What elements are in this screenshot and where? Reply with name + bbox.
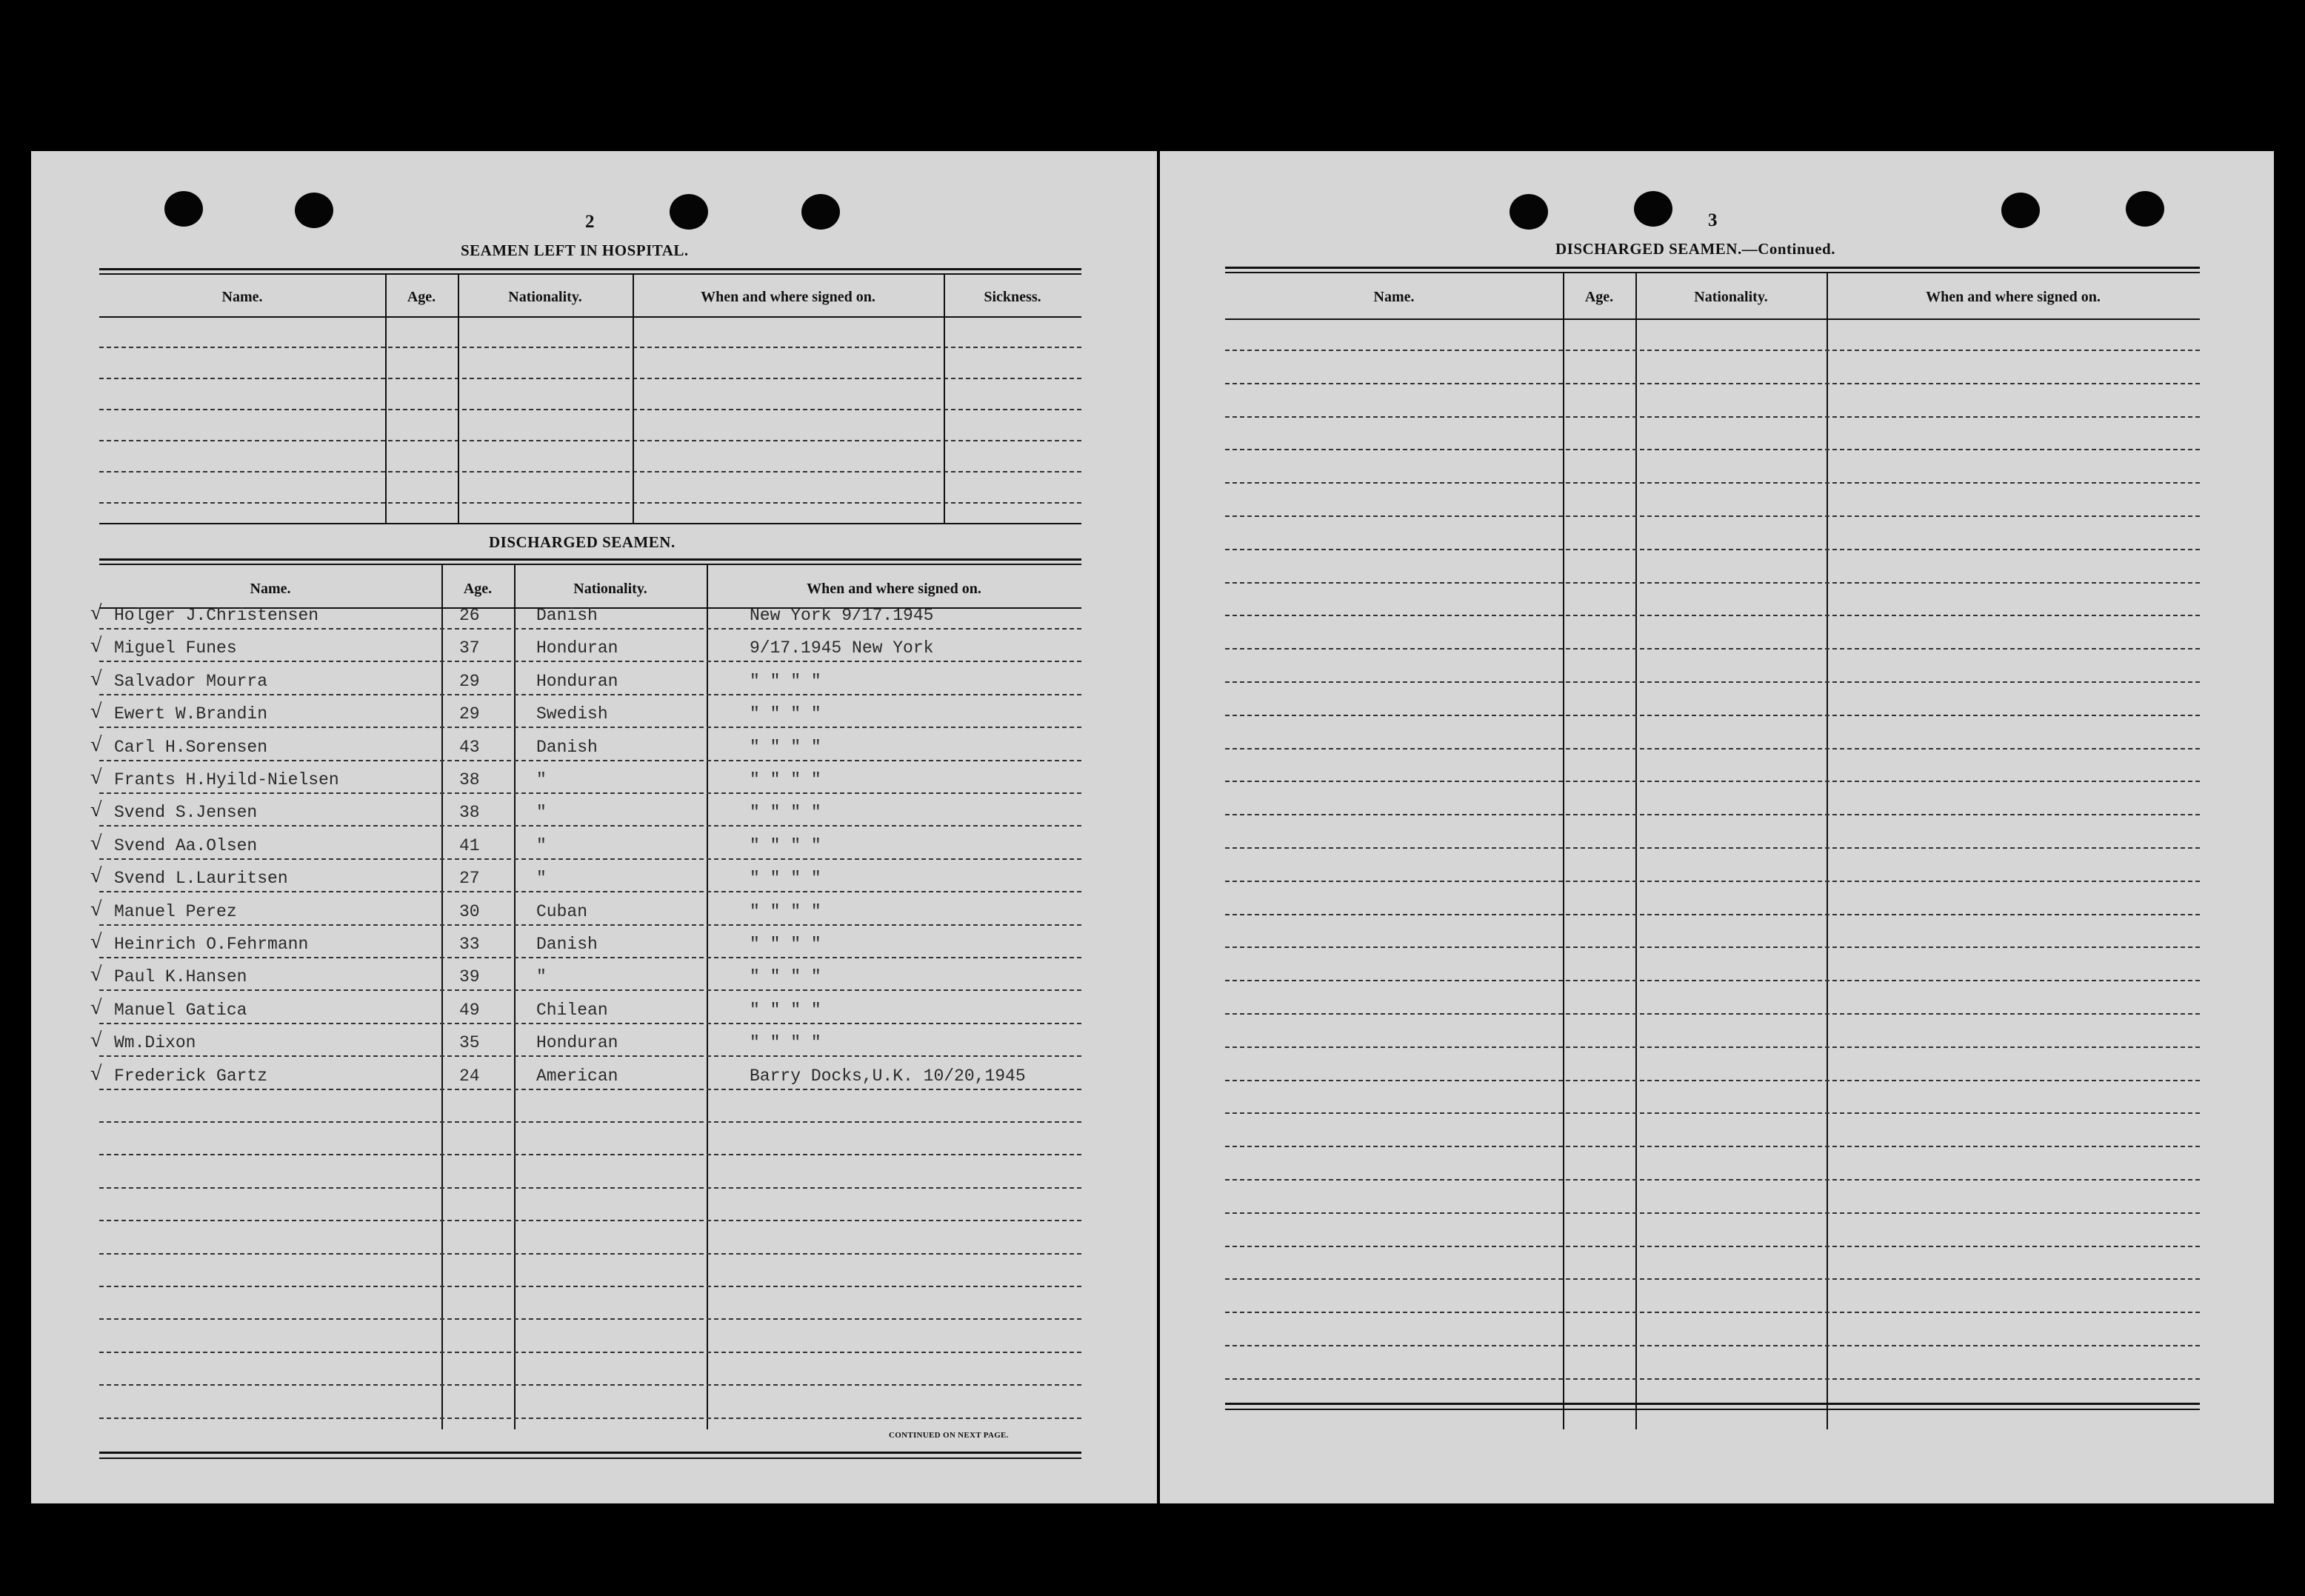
table-bottom-rule <box>1225 1403 2200 1405</box>
seaman-age: 33 <box>459 935 480 954</box>
table-row <box>90 930 1081 958</box>
table-row <box>90 1061 1081 1090</box>
seaman-age: 35 <box>459 1033 480 1053</box>
row-rule <box>1225 383 2200 384</box>
row-rule <box>1225 615 2200 616</box>
row-rule <box>1225 1212 2200 1214</box>
row-rule <box>1225 946 2200 948</box>
punch-hole <box>670 194 708 230</box>
seaman-nationality: " <box>536 803 547 823</box>
punch-hole <box>801 194 840 230</box>
left-page <box>31 151 1157 1503</box>
discharged-continued-table <box>1225 267 2200 1429</box>
seaman-name: Miguel Funes <box>114 638 237 658</box>
row-rule <box>1225 1080 2200 1081</box>
row-rule <box>99 1384 1081 1386</box>
row-rule <box>1225 681 2200 683</box>
seaman-name: Paul K.Hansen <box>114 967 247 987</box>
row-rule <box>1225 1146 2200 1147</box>
punch-hole <box>164 191 203 227</box>
seaman-name: Holger J.Christensen <box>114 606 319 625</box>
row-rule <box>1225 847 2200 849</box>
col-header-signed-on: When and where signed on. <box>807 581 981 597</box>
seaman-age: 49 <box>459 1000 480 1020</box>
check-mark: √ <box>90 1029 102 1052</box>
row-rule <box>1225 582 2200 584</box>
right-page <box>1160 151 2274 1503</box>
seaman-nationality: Cuban <box>536 901 588 921</box>
check-mark: √ <box>90 930 102 953</box>
row-rule <box>1225 482 2200 484</box>
seaman-signed-on: " " " " <box>750 671 821 691</box>
seaman-name: Svend S.Jensen <box>114 803 258 823</box>
table-row <box>90 798 1081 827</box>
row-rule <box>99 1220 1081 1221</box>
seaman-nationality: " <box>536 835 547 855</box>
discharged-continued-title: DISCHARGED SEAMEN.—Continued. <box>1555 240 1835 258</box>
seaman-age: 37 <box>459 638 480 658</box>
seaman-signed-on: 9/17.1945 New York <box>750 638 934 658</box>
seaman-name: Frederick Gartz <box>114 1066 268 1086</box>
table-row <box>90 766 1081 794</box>
seaman-age: 41 <box>459 835 480 855</box>
seaman-signed-on: " " " " <box>750 935 821 954</box>
discharged-title: DISCHARGED SEAMEN. <box>489 533 676 551</box>
table-row <box>90 995 1081 1024</box>
seaman-signed-on: " " " " <box>750 869 821 889</box>
seaman-age: 43 <box>459 737 480 757</box>
table-row <box>90 601 1081 630</box>
check-mark: √ <box>90 831 102 855</box>
seaman-signed-on: Barry Docks,U.K. 10/20,1945 <box>750 1066 1026 1086</box>
table-bottom-rule <box>1225 1409 2200 1410</box>
col-header-age: Age. <box>1584 289 1614 305</box>
col-header-name: Name. <box>221 289 263 305</box>
seaman-name: Salvador Mourra <box>114 671 268 691</box>
seaman-nationality: Danish <box>536 935 598 954</box>
table-bottom-rule <box>99 1458 1081 1459</box>
check-mark: √ <box>90 634 102 658</box>
row-rule <box>99 1318 1081 1320</box>
row-rule <box>1225 1013 2200 1015</box>
col-header-nationality: Nationality. <box>508 289 582 305</box>
row-rule <box>1225 1246 2200 1247</box>
table-row <box>90 634 1081 662</box>
seaman-age: 39 <box>459 967 480 987</box>
seaman-nationality: " <box>536 967 547 987</box>
col-header-age: Age. <box>407 289 436 305</box>
seaman-nationality: Honduran <box>536 671 618 691</box>
table-bottom-rule <box>99 1452 1081 1454</box>
seaman-name: Manuel Gatica <box>114 1000 247 1020</box>
row-rule <box>99 1253 1081 1255</box>
discharged-table <box>90 558 1081 1429</box>
hospital-table <box>99 268 1081 527</box>
col-header-nationality: Nationality. <box>573 581 647 597</box>
seaman-name: Manuel Perez <box>114 901 237 921</box>
row-rule <box>99 1286 1081 1287</box>
row-rule <box>1225 1112 2200 1114</box>
check-mark: √ <box>90 864 102 888</box>
row-rule <box>1225 1312 2200 1313</box>
table-row <box>90 897 1081 926</box>
seaman-age: 24 <box>459 1066 480 1086</box>
seaman-age: 26 <box>459 606 480 625</box>
punch-hole <box>1510 194 1548 230</box>
seaman-age: 38 <box>459 803 480 823</box>
row-rule <box>99 1154 1081 1155</box>
seaman-name: Frants H.Hyild-Nielsen <box>114 770 339 789</box>
seaman-nationality: Honduran <box>536 1033 618 1053</box>
seaman-age: 29 <box>459 671 480 691</box>
seaman-signed-on: New York 9/17.1945 <box>750 606 934 625</box>
row-rule <box>1225 1278 2200 1280</box>
seaman-nationality: Danish <box>536 606 598 625</box>
hospital-title: SEAMEN LEFT IN HOSPITAL. <box>461 241 689 259</box>
seaman-nationality: " <box>536 770 547 789</box>
row-rule <box>1225 781 2200 782</box>
page-number: 2 <box>585 212 595 232</box>
check-mark: √ <box>90 601 102 624</box>
seaman-signed-on: " " " " <box>750 1000 821 1020</box>
col-header-sickness: Sickness. <box>984 289 1041 305</box>
seaman-name: Wm.Dixon <box>114 1033 196 1053</box>
seaman-nationality: Chilean <box>536 1000 608 1020</box>
col-header-signed-on: When and where signed on. <box>1926 289 2101 305</box>
table-row <box>90 700 1081 728</box>
row-rule <box>99 1121 1081 1123</box>
check-mark: √ <box>90 732 102 756</box>
seaman-nationality: American <box>536 1066 618 1086</box>
seaman-signed-on: " " " " <box>750 770 821 789</box>
row-rule <box>99 1418 1081 1419</box>
table-row <box>90 963 1081 991</box>
row-rule <box>1225 748 2200 749</box>
seaman-signed-on: " " " " <box>750 901 821 921</box>
table-row <box>90 864 1081 892</box>
seaman-signed-on: " " " " <box>750 1033 821 1053</box>
col-header-name: Name. <box>1373 289 1415 305</box>
row-rule <box>99 1352 1081 1353</box>
check-mark: √ <box>90 766 102 789</box>
seaman-signed-on: " " " " <box>750 803 821 823</box>
row-rule <box>1225 1378 2200 1380</box>
row-rule <box>1225 515 2200 517</box>
row-rule <box>1225 715 2200 716</box>
check-mark: √ <box>90 798 102 822</box>
table-row <box>90 831 1081 860</box>
seaman-name: Svend L.Lauritsen <box>114 869 288 889</box>
seaman-signed-on: " " " " <box>750 704 821 724</box>
row-rule <box>1225 549 2200 550</box>
check-mark: √ <box>90 667 102 690</box>
row-rule <box>1225 416 2200 418</box>
seaman-name: Ewert W.Brandin <box>114 704 268 724</box>
row-rule <box>1225 914 2200 915</box>
row-rule <box>99 1187 1081 1189</box>
punch-hole <box>295 193 333 228</box>
seaman-age: 27 <box>459 869 480 889</box>
check-mark: √ <box>90 1061 102 1085</box>
check-mark: √ <box>90 995 102 1019</box>
col-header-signed-on: When and where signed on. <box>701 289 875 305</box>
check-mark: √ <box>90 897 102 921</box>
seaman-name: Carl H.Sorensen <box>114 737 268 757</box>
seaman-signed-on: " " " " <box>750 967 821 987</box>
seaman-signed-on: " " " " <box>750 737 821 757</box>
punch-hole <box>2126 191 2164 227</box>
col-header-name: Name. <box>250 581 291 597</box>
row-rule <box>1225 814 2200 815</box>
row-rule <box>1225 980 2200 981</box>
seaman-nationality: " <box>536 869 547 889</box>
seaman-nationality: Honduran <box>536 638 618 658</box>
table-row <box>90 732 1081 761</box>
row-rule <box>1225 648 2200 650</box>
seaman-nationality: Danish <box>536 737 598 757</box>
seaman-name: Svend Aa.Olsen <box>114 835 258 855</box>
punch-hole <box>1634 191 1672 227</box>
seaman-nationality: Swedish <box>536 704 608 724</box>
row-rule <box>1225 1345 2200 1346</box>
page-number: 3 <box>1708 210 1718 230</box>
check-mark: √ <box>90 700 102 724</box>
row-rule <box>1225 1179 2200 1181</box>
row-rule <box>1225 449 2200 450</box>
seaman-age: 30 <box>459 901 480 921</box>
seaman-age: 29 <box>459 704 480 724</box>
row-rule <box>1225 881 2200 882</box>
col-header-age: Age. <box>463 581 493 597</box>
table-row <box>90 667 1081 695</box>
continued-footer: CONTINUED ON NEXT PAGE. <box>889 1431 1009 1440</box>
col-header-nationality: Nationality. <box>1694 289 1768 305</box>
seaman-name: Heinrich O.Fehrmann <box>114 935 309 954</box>
check-mark: √ <box>90 963 102 986</box>
table-row <box>90 1029 1081 1057</box>
row-rule <box>1225 1046 2200 1048</box>
seaman-signed-on: " " " " <box>750 835 821 855</box>
punch-hole <box>2001 193 2040 228</box>
row-rule <box>1225 350 2200 351</box>
seaman-age: 38 <box>459 770 480 789</box>
